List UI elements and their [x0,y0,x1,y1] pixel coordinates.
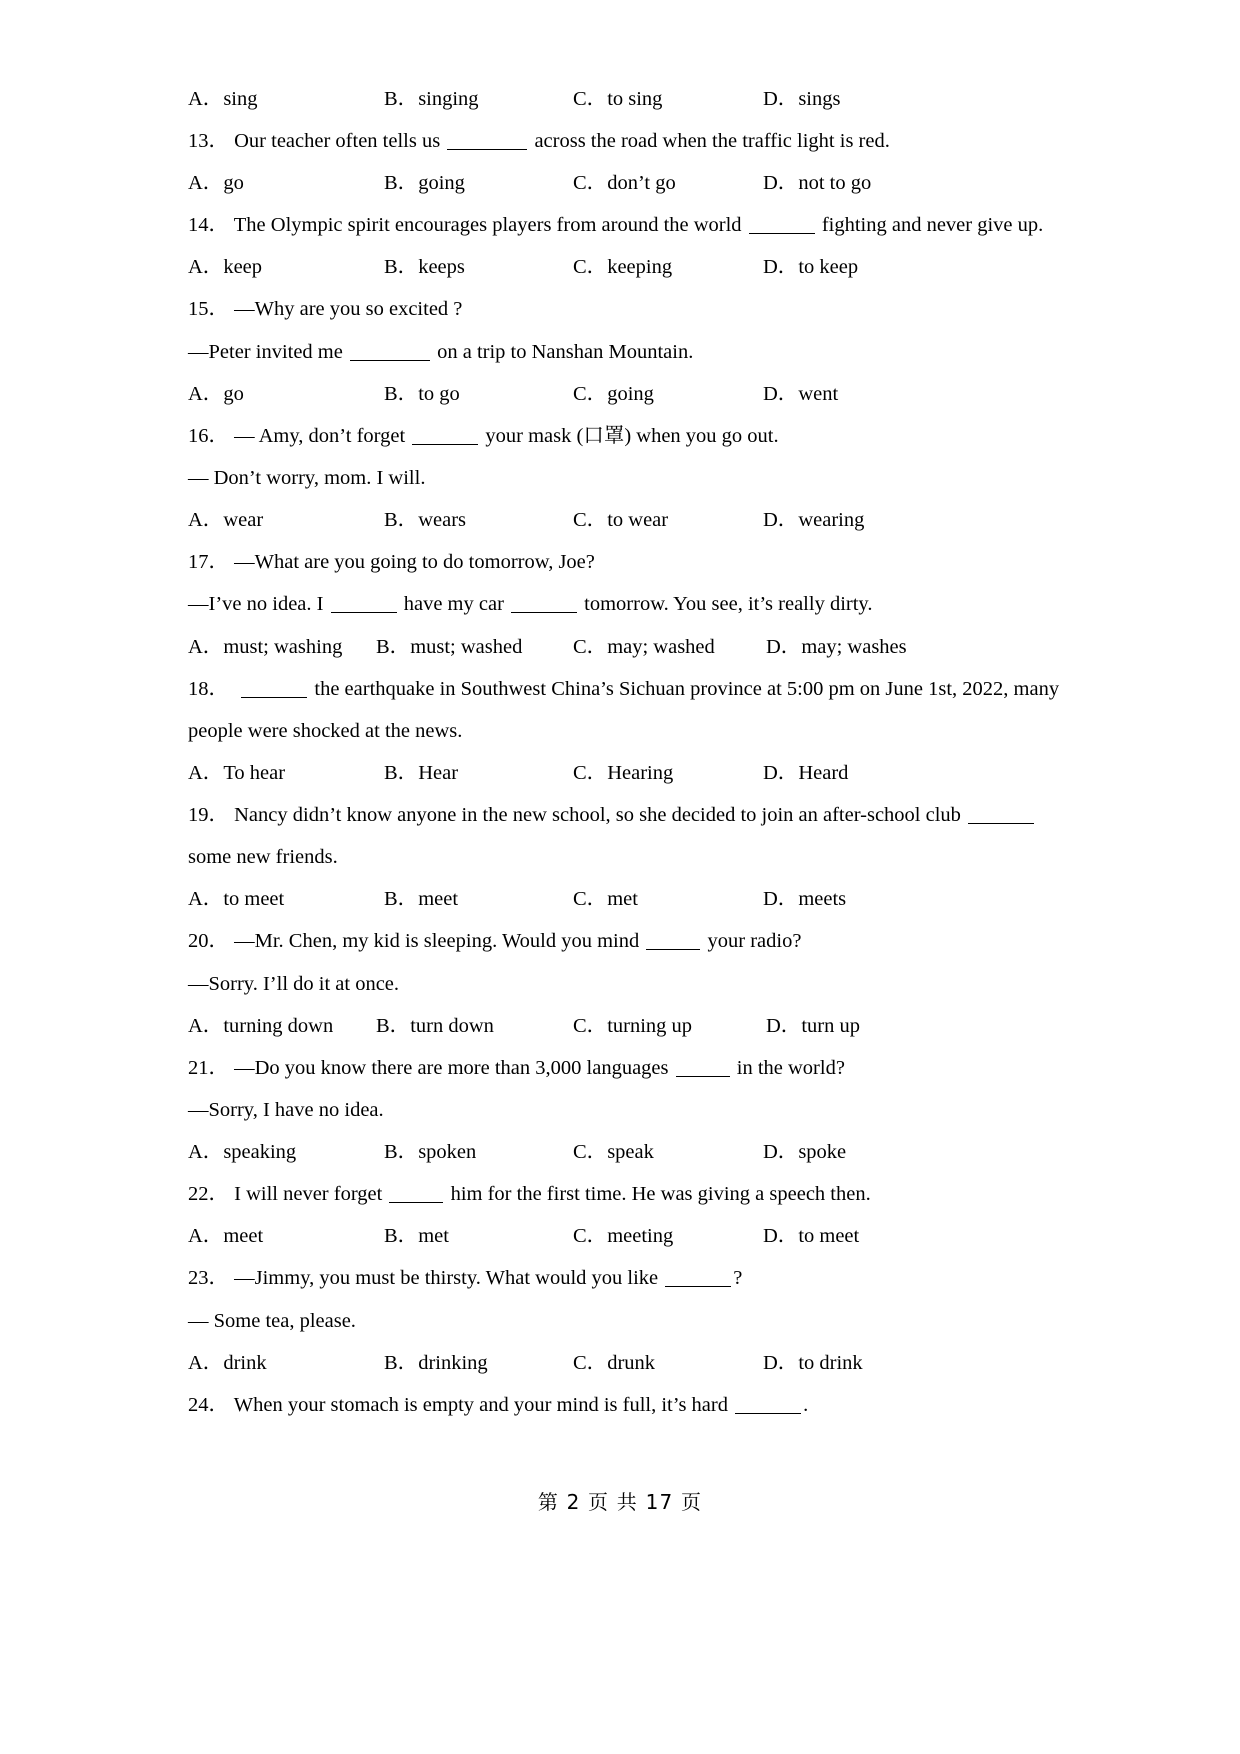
option-c-label: C． [573,382,608,405]
option-c[interactable] [573,1005,692,1047]
option-a[interactable] [188,162,244,204]
option-row [188,878,1060,920]
answer-blank[interactable] [749,218,815,234]
option-a-label: A． [188,1141,224,1164]
option-a[interactable] [188,1005,333,1047]
option-d[interactable] [763,1131,846,1173]
option-a-label: A． [188,382,224,405]
question-text-after: the earthquake in Southwest China’s Sichuan province at 5:00 pm on June 1st, 2022, many people were shocked at the news. [188,677,1065,742]
option-b-label: B． [384,888,419,911]
question-stem [188,920,1060,962]
option-a-text: To hear [223,762,286,785]
option-d-text: turn up [801,1014,860,1037]
option-row [188,162,1060,204]
option-a-label: A． [188,509,224,532]
option-d-text: spoke [798,1141,847,1164]
option-a-text: drink [223,1351,267,1374]
option-c-label: C． [573,888,608,911]
option-a-text: meet [223,1225,264,1248]
option-d[interactable] [766,626,907,668]
option-row [188,1215,1060,1257]
option-d[interactable] [763,373,838,415]
option-b-label: B． [384,382,419,405]
option-d-label: D． [763,1141,799,1164]
option-c-label: C． [573,1225,608,1248]
option-a-label: A． [188,172,224,195]
option-a[interactable] [188,1342,267,1384]
question-text: — Some tea, please. [188,1309,356,1332]
option-a-label: A． [188,635,224,658]
option-a[interactable] [188,246,262,288]
option-a-label: A． [188,1014,224,1037]
option-c-label: C． [573,172,608,195]
option-a-text: keep [223,256,263,279]
option-c-text: to wear [607,509,669,532]
question-stem [188,204,1060,246]
option-d-text: sings [798,88,841,110]
question-stem [188,668,1065,752]
option-d[interactable] [763,78,840,120]
option-b[interactable] [384,752,458,794]
option-b-text: going [418,172,465,195]
option-c-label: C． [573,256,608,279]
option-c[interactable] [573,878,638,920]
question-text-before [234,678,239,700]
option-d-label: D． [763,888,799,911]
question-list [188,78,1065,1426]
question-text-after: fighting and never give up. [816,214,1044,237]
option-d-label: D． [766,635,802,658]
option-c-text: Hearing [607,762,674,785]
option-d[interactable] [763,499,864,541]
question-stem [188,1300,1060,1342]
option-c[interactable] [573,1131,654,1173]
question-text-before: —Mr. Chen, my kid is sleeping. Would you mind [234,930,645,953]
option-b[interactable] [384,499,466,541]
option-a[interactable] [188,499,263,541]
option-a[interactable] [188,373,244,415]
option-a-text: speaking [223,1141,297,1164]
option-d[interactable] [766,1005,860,1047]
option-d-label: D． [763,88,799,110]
option-b-text: spoken [418,1141,477,1164]
option-b[interactable] [384,246,465,288]
question-text-before: —Do you know there are more than 3,000 languages [234,1056,674,1079]
option-d-label: D． [763,172,799,195]
answer-blank[interactable] [511,597,577,613]
option-a-label: A． [188,888,224,911]
option-c-text: turning up [607,1014,693,1037]
option-d-text: may; washes [801,635,907,658]
question-number: 14． [188,214,234,237]
option-a-label: A． [188,762,224,785]
question-text: —Sorry, I have no idea. [188,1099,384,1122]
option-b-label: B． [384,88,419,110]
option-b-text: Hear [418,762,459,785]
option-d-text: to drink [798,1351,863,1374]
page-footer: 第 2 页 共 17 页 [537,1490,703,1514]
question-text-after: some new friends. [188,804,1042,869]
option-b-text: wears [418,509,466,532]
question-number: 15． [188,298,235,321]
question-text-before: The Olympic spirit encourages players from around the world [233,214,747,237]
option-d[interactable] [763,1342,863,1384]
option-d-label: D． [763,382,799,405]
option-c-label: C． [573,509,608,532]
option-a-text: wear [223,509,264,532]
option-b-label: B． [384,172,419,195]
question-stem [188,794,1060,878]
option-d[interactable] [763,246,858,288]
option-d-text: went [798,382,839,405]
option-b-label: B． [376,635,411,658]
option-c-label: C． [573,635,608,658]
answer-blank[interactable] [968,808,1034,824]
question-stem [188,1089,1060,1131]
question-stem [188,1257,1060,1299]
option-c-text: keeping [607,256,673,279]
option-a-label: A． [188,1351,224,1374]
option-a-text: must; washing [223,635,343,658]
option-c-text: met [607,888,638,911]
question-text: —What are you going to do tomorrow, Joe? [234,551,595,574]
option-c[interactable] [573,626,715,668]
question-text-middle: have my car [398,593,510,616]
option-b-label: B． [384,1141,419,1164]
option-b-text: to go [418,382,460,405]
option-c[interactable] [573,499,668,541]
option-d[interactable] [763,162,871,204]
option-row [188,78,1060,120]
answer-blank[interactable] [412,429,478,445]
question-number: 21． [188,1056,235,1079]
option-c[interactable] [573,373,654,415]
question-text-before: When your stomach is empty and your mind is full, it’s hard [233,1393,734,1416]
question-stem [188,583,1060,625]
option-b[interactable] [384,1215,449,1257]
option-row [188,626,1060,668]
option-d-text: Heard [798,762,849,785]
answer-blank[interactable] [331,597,397,613]
option-b[interactable] [376,626,522,668]
option-b-text: singing [418,88,479,110]
question-stem [188,331,1060,373]
question-text-before: —Peter invited me [188,340,348,363]
question-text-before: — Amy, don’t forget [234,424,411,447]
option-c-text: speak [607,1141,654,1164]
option-row [188,246,1060,288]
option-c-text: may; washed [607,635,715,658]
question-stem [188,1047,1060,1089]
option-d-text: to meet [798,1225,860,1248]
question-number: 24． [188,1393,234,1416]
option-b[interactable] [384,1131,476,1173]
question-number: 18． [188,677,235,700]
option-c-label: C． [573,762,608,785]
question-text-after: your radio? [702,930,802,953]
option-d-label: D． [763,762,799,785]
option-b-label: B． [376,1014,411,1037]
option-d-text: not to go [798,172,872,195]
question-text-before: Nancy didn’t know anyone in the new school, so she decided to join an after-school club [234,804,967,827]
option-d-label: D． [763,509,799,532]
option-d[interactable] [763,752,848,794]
option-a[interactable] [188,626,342,668]
option-c-text: meeting [607,1225,674,1248]
question-stem [188,963,1060,1005]
question-stem [188,120,1060,162]
option-a-text: to meet [223,888,285,911]
option-a-text: go [223,172,244,195]
option-b-label: B． [384,256,419,279]
option-c-label: C． [573,88,608,110]
option-b[interactable] [384,878,458,920]
option-row [188,1131,1060,1173]
question-stem [188,541,1060,583]
question-text-before: —I’ve no idea. I [188,593,329,616]
option-a[interactable] [188,78,258,120]
option-row [188,373,1060,415]
option-c[interactable] [573,1215,673,1257]
option-row [188,1342,1060,1384]
option-b-text: keeps [418,256,465,279]
question-text-after: on a trip to Nanshan Mountain. [431,340,694,363]
option-c[interactable] [573,246,672,288]
option-a-text: sing [223,88,258,110]
question-stem [188,1384,1060,1426]
answer-blank[interactable] [447,134,527,150]
question-number: 23． [188,1267,235,1290]
option-d[interactable] [763,1215,859,1257]
question-number: 16． [188,424,235,447]
question-number: 17． [188,551,235,574]
option-c[interactable] [573,752,673,794]
option-d-text: wearing [798,509,865,532]
option-d-label: D． [766,1014,802,1037]
option-d-text: meets [798,888,847,911]
question-text-after: him for the first time. He was giving a speech then. [445,1183,871,1206]
option-b[interactable] [384,78,479,120]
answer-blank[interactable] [389,1187,443,1203]
option-c-label: C． [573,1014,608,1037]
question-text-before: I will never forget [234,1183,388,1206]
option-d-text: to keep [798,256,859,279]
option-a-label: A． [188,1225,224,1248]
option-c[interactable] [573,162,676,204]
option-b-text: turn down [410,1014,494,1037]
option-d-label: D． [763,1351,799,1374]
question-stem [188,415,1060,457]
option-b-label: B． [384,762,419,785]
option-b-text: must; washed [410,635,523,658]
option-c-text: going [607,382,654,405]
option-a[interactable] [188,1131,296,1173]
question-text: —Sorry. I’ll do it at once. [188,972,400,995]
option-c-label: C． [573,1141,608,1164]
option-a-label: A． [188,256,224,279]
option-b[interactable] [384,373,460,415]
question-text-before: Our teacher often tells us [234,130,446,152]
option-c[interactable] [573,78,662,120]
question-text-after: across the road when the traffic light is red. [529,130,890,152]
question-number: 22． [188,1183,235,1206]
question-stem [188,288,1060,330]
option-b-label: B． [384,1351,419,1374]
answer-blank[interactable] [646,934,700,950]
option-row [188,752,1060,794]
question-text: — Don’t worry, mom. I will. [188,467,426,490]
option-c[interactable] [573,1342,655,1384]
option-b-text: met [418,1225,449,1248]
option-c-text: drunk [607,1351,656,1374]
option-d-label: D． [763,1225,799,1248]
option-a[interactable] [188,752,285,794]
question-text-before: —Jimmy, you must be thirsty. What would you like [234,1267,664,1290]
question-text-after: ? [733,1267,743,1290]
option-a[interactable] [188,878,284,920]
option-row [188,1005,1060,1047]
option-a[interactable] [188,1215,263,1257]
question-text: —Why are you so excited ? [234,298,463,321]
answer-blank[interactable] [665,1271,731,1287]
answer-blank[interactable] [350,345,430,361]
option-b[interactable] [384,162,465,204]
question-number: 19． [188,804,235,827]
answer-blank[interactable] [676,1061,730,1077]
option-d-label: D． [763,256,799,279]
option-b[interactable] [384,1342,488,1384]
option-b-label: B． [384,1225,419,1248]
question-number: 20． [188,930,235,953]
question-text-after: your mask (口罩) when you go out. [480,424,779,447]
answer-blank[interactable] [241,682,307,698]
option-a-label: A． [188,88,224,110]
option-c-text: to sing [607,88,663,110]
option-b[interactable] [376,1005,494,1047]
option-d[interactable] [763,878,846,920]
option-b-label: B． [384,509,419,532]
option-row [188,499,1060,541]
option-a-text: go [223,382,244,405]
answer-blank[interactable] [735,1398,801,1414]
question-text-after: tomorrow. You see, it’s really dirty. [579,593,873,616]
option-b-text: drinking [418,1351,488,1374]
question-text-after: . [803,1393,809,1416]
option-c-text: don’t go [607,172,676,195]
question-text-after: in the world? [731,1056,845,1079]
option-b-text: meet [418,888,459,911]
question-stem [188,457,1060,499]
question-number: 13． [188,130,235,152]
option-c-label: C． [573,1351,608,1374]
question-stem [188,1173,1060,1215]
option-a-text: turning down [223,1014,334,1037]
